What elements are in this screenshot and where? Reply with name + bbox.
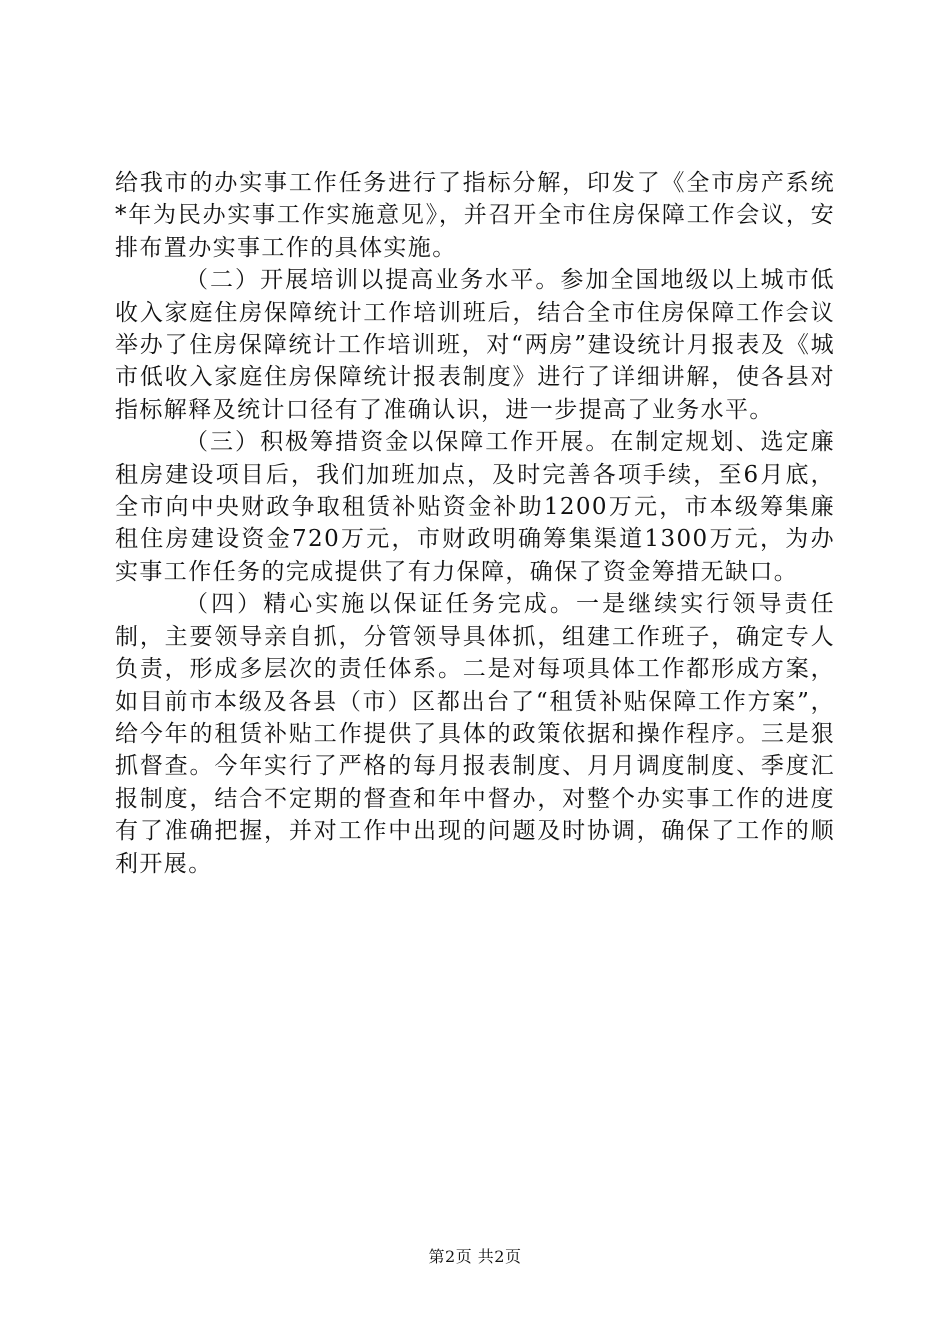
- paragraph-continuation: 给我市的办实事工作任务进行了指标分解，印发了《全市房产系统*年为民办实事工作实施意见》，并召开全市住房保障工作会议，安排布置办实事工作的具体实施。: [115, 170, 835, 261]
- paragraph-implementation: （四）精心实施以保证任务完成。一是继续实行领导责任制，主要领导亲自抓，分管领导具体抓，组建工作班子，确定专人负责，形成多层次的责任体系。二是对每项具体工作都形成方案，如目前市本级及各县（市）区都出台了“租赁补贴保障工作方案”，给今年的租赁补贴工作提供了具体的政策依据和操作程序。三是狠抓督查。今年实行了严格的每月报表制度、月月调度制度、季度汇报制度，结合不定期的督查和年中督办，对整个办实事工作的进度有了准确把握，并对工作中出现的问题及时协调，确保了工作的顺利开展。: [115, 591, 835, 877]
- paragraph-training: （二）开展培训以提高业务水平。参加全国地级以上城市低收入家庭住房保障统计工作培训班后，结合全市住房保障工作会议举办了住房保障统计工作培训班，对“两房”建设统计月报表及《城市低收入家庭住房保障统计报表制度》进行了详细讲解，使各县对指标解释及统计口径有了准确认识，进一步提高了业务水平。: [115, 267, 835, 423]
- page-footer: 第2页 共2页: [428, 1247, 522, 1266]
- paragraph-funding: （三）积极筹措资金以保障工作开展。在制定规划、选定廉租房建设项目后，我们加班加点，及时完善各项手续，至6月底，全市向中央财政争取租赁补贴资金补助1200万元，市本级筹集廉租住房建设资金720万元，市财政明确筹集渠道1300万元，为办实事工作任务的完成提供了有力保障，确保了资金筹措无缺口。: [115, 429, 835, 585]
- document-body: [115, 167, 835, 880]
